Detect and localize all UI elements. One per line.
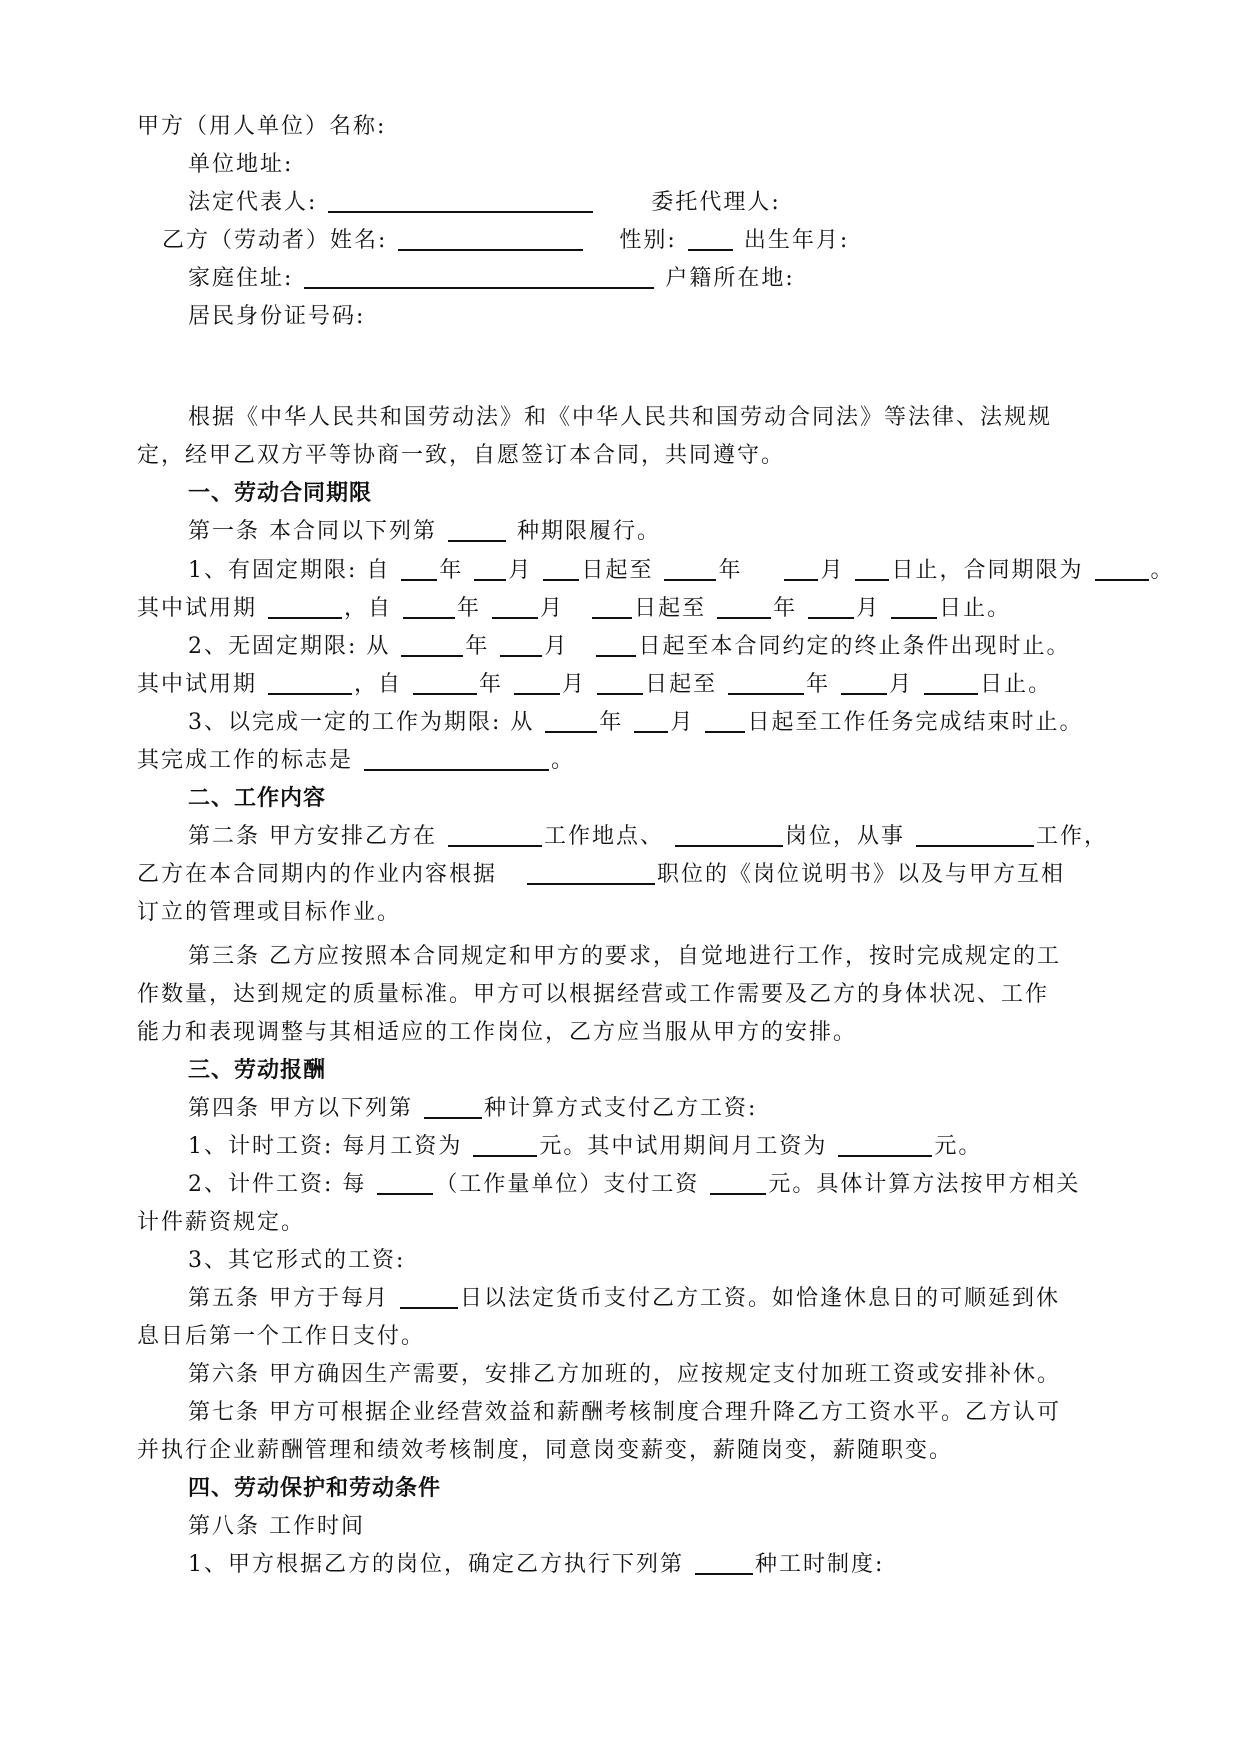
article-3-line-1 bbox=[188, 942, 1061, 972]
year-word: 年 bbox=[465, 634, 490, 659]
section-3-title bbox=[188, 1056, 326, 1086]
legal-rep-blank[interactable] bbox=[328, 189, 593, 213]
birth-label: 出生年月: bbox=[743, 228, 850, 253]
fixed-start-year-blank[interactable] bbox=[401, 557, 437, 581]
probation-end-year-blank[interactable] bbox=[717, 595, 771, 619]
probation-label: 其中试用期 bbox=[137, 672, 258, 697]
article-1-item-3-line bbox=[188, 708, 1083, 738]
article-3-line-2 bbox=[137, 980, 1049, 1010]
article-6-text: 第六条 甲方确因生产需要，安排乙方加班的，应按规定支付加班工资或安排补休。 bbox=[188, 1362, 1061, 1387]
article-4-item-2-line bbox=[188, 1170, 1080, 1200]
probation-start-year-blank[interactable] bbox=[403, 595, 455, 619]
month-word: 月 bbox=[562, 672, 587, 697]
hourly-wage-text-b: 元。其中试用期间月工资为 bbox=[539, 1134, 828, 1159]
work-unit-blank[interactable] bbox=[377, 1171, 433, 1195]
task-mark-label: 其完成工作的标志是 bbox=[137, 748, 354, 773]
probation-start-year-blank[interactable] bbox=[413, 671, 477, 695]
article-3-text-2: 作数量，达到规定的质量标准。甲方可以根据经营或工作需要及乙方的身体状况、工作 bbox=[137, 982, 1050, 1007]
article-1-blank[interactable] bbox=[448, 518, 506, 542]
from-word: 日起至 bbox=[645, 672, 718, 697]
open-start-month-blank[interactable] bbox=[500, 633, 542, 657]
agent-label: 委托代理人: bbox=[651, 190, 781, 215]
article-8-title: 第八条 工作时间 bbox=[188, 1514, 365, 1539]
month-word: 月 bbox=[670, 710, 695, 735]
article-2-text-g: 订立的管理或目标作业。 bbox=[137, 900, 402, 925]
article-4-text-b: 种计算方式支付乙方工资: bbox=[484, 1096, 758, 1121]
comma-from: ，自 bbox=[344, 596, 393, 621]
comma-from: ，自 bbox=[354, 672, 403, 697]
article-5-text-2: 息日后第一个工作日支付。 bbox=[137, 1324, 426, 1349]
fixed-term-blank[interactable] bbox=[1095, 557, 1149, 581]
pay-method-blank[interactable] bbox=[424, 1095, 482, 1119]
section-1-title-text: 一、劳动合同期限 bbox=[188, 481, 373, 506]
article-2-line-2 bbox=[137, 860, 1065, 890]
employer-address-label: 单位地址: bbox=[188, 152, 294, 177]
preamble-text-2: 定，经甲乙双方平等协商一致，自愿签订本合同，共同遵守。 bbox=[137, 443, 786, 468]
article-1-item-2-line bbox=[188, 632, 1070, 662]
post-blank[interactable] bbox=[675, 823, 783, 847]
month-word: 月 bbox=[889, 672, 914, 697]
pay-day-blank[interactable] bbox=[400, 1285, 458, 1309]
home-address-blank[interactable] bbox=[304, 265, 654, 289]
article-8-item-1-text-b: 种工时制度: bbox=[755, 1552, 885, 1577]
article-2-text-a: 第二条 甲方安排乙方在 bbox=[188, 824, 437, 849]
year-word: 年 bbox=[457, 596, 482, 621]
probation-start-month-blank[interactable] bbox=[492, 595, 538, 619]
article-5-line-1 bbox=[188, 1284, 1060, 1314]
fixed-end-day-blank[interactable] bbox=[855, 557, 889, 581]
month-word: 月 bbox=[856, 596, 881, 621]
work-hour-system-blank[interactable] bbox=[695, 1551, 753, 1575]
section-2-title bbox=[188, 784, 326, 814]
month-word: 月 bbox=[540, 596, 565, 621]
gender-label: 性别: bbox=[619, 228, 677, 253]
article-2-text-f: 职位的《岗位说明书》以及与甲方互相 bbox=[657, 862, 1066, 887]
probation-wage-blank[interactable] bbox=[838, 1133, 932, 1157]
article-1-text-a: 第一条 本合同以下列第 bbox=[188, 519, 437, 544]
piece-wage-blank[interactable] bbox=[710, 1171, 766, 1195]
open-start-year-blank[interactable] bbox=[401, 633, 463, 657]
article-2-text-c: 岗位，从事 bbox=[785, 824, 906, 849]
employee-name-label: 乙方（劳动者）姓名: bbox=[162, 228, 388, 253]
article-2-line-1 bbox=[188, 822, 1108, 852]
probation-length-blank[interactable] bbox=[268, 671, 352, 695]
month-word: 月 bbox=[544, 634, 569, 659]
article-7-text-2: 并执行企业薪酬管理和绩效考核制度，同意岗变薪变，薪随岗变，薪随职变。 bbox=[137, 1438, 954, 1463]
year-word: 年 bbox=[718, 558, 743, 583]
probation-start-day-blank[interactable] bbox=[597, 671, 643, 695]
position-blank[interactable] bbox=[527, 861, 655, 885]
from-word: 日起至 bbox=[581, 558, 654, 583]
article-3-text-3: 能力和表现调整与其相适应的工作岗位，乙方应当服从甲方的安排。 bbox=[137, 1020, 858, 1045]
probation-length-blank[interactable] bbox=[268, 595, 342, 619]
employer-address-line bbox=[188, 150, 293, 180]
article-7-text-1: 第七条 甲方可根据企业经营效益和薪酬考核制度合理升降乙方工资水平。乙方认可 bbox=[188, 1400, 1061, 1425]
employer-name-line bbox=[137, 112, 386, 142]
hukou-label: 户籍所在地: bbox=[665, 266, 795, 291]
id-label: 居民身份证号码: bbox=[188, 304, 366, 329]
item-3-end: 日起至工作任务完成结束时止。 bbox=[747, 710, 1084, 735]
article-3-text-1: 第三条 乙方应按照本合同规定和甲方的要求，自觉地进行工作，按时完成规定的工 bbox=[188, 944, 1061, 969]
monthly-wage-blank[interactable] bbox=[473, 1133, 537, 1157]
other-wage-label: 3、其它形式的工资: bbox=[188, 1248, 406, 1273]
year-word: 年 bbox=[439, 558, 464, 583]
work-type-blank[interactable] bbox=[916, 823, 1034, 847]
preamble-line-2 bbox=[137, 441, 785, 471]
article-4-item-1-line bbox=[188, 1132, 982, 1162]
article-5-text-b: 日以法定货币支付乙方工资。如恰逢休息日的可顺延到休 bbox=[460, 1286, 1061, 1311]
probation-end-month-blank[interactable] bbox=[808, 595, 854, 619]
probation-start-month-blank[interactable] bbox=[514, 671, 560, 695]
article-1-item-3-line-2 bbox=[137, 746, 575, 776]
piece-wage-label: 2、计件工资: 每 bbox=[188, 1172, 367, 1197]
end-word: 日止。 bbox=[980, 672, 1053, 697]
end-word: 日止，合同期限为 bbox=[891, 558, 1084, 583]
probation-start-day-blank[interactable] bbox=[592, 595, 632, 619]
article-4-line bbox=[188, 1094, 757, 1124]
article-1-item-1-probation-line bbox=[137, 594, 1011, 624]
article-7-line-2 bbox=[137, 1436, 953, 1466]
article-8-title-line bbox=[188, 1512, 365, 1542]
article-4-text-a: 第四条 甲方以下列第 bbox=[188, 1096, 413, 1121]
article-1-text-b: 种期限履行。 bbox=[517, 519, 662, 544]
article-6-line bbox=[188, 1360, 1061, 1390]
task-mark-blank[interactable] bbox=[364, 747, 549, 771]
gender-blank[interactable] bbox=[688, 227, 733, 251]
fixed-start-month-blank[interactable] bbox=[474, 557, 506, 581]
article-2-text-b: 工作地点、 bbox=[544, 824, 665, 849]
year-word: 年 bbox=[599, 710, 624, 735]
id-line bbox=[188, 302, 365, 332]
fixed-start-day-blank[interactable] bbox=[543, 557, 579, 581]
article-3-line-3 bbox=[137, 1018, 857, 1048]
item-3-label: 3、以完成一定的工作为期限: 从 bbox=[188, 710, 535, 735]
probation-label: 其中试用期 bbox=[137, 596, 258, 621]
home-address-label: 家庭住址: bbox=[188, 266, 294, 291]
article-1-item-1-line bbox=[188, 556, 1175, 586]
home-address-line bbox=[188, 264, 795, 294]
from-word: 日起至 bbox=[634, 596, 707, 621]
article-1-line bbox=[188, 517, 661, 547]
article-4-item-3-line bbox=[188, 1246, 405, 1276]
yuan-word: 元。 bbox=[934, 1134, 983, 1159]
article-8-item-1-text: 1、甲方根据乙方的岗位，确定乙方执行下列第 bbox=[188, 1552, 684, 1577]
section-4-title-text: 四、劳动保护和劳动条件 bbox=[188, 1476, 442, 1501]
probation-end-day-blank[interactable] bbox=[891, 595, 937, 619]
year-word: 年 bbox=[479, 672, 504, 697]
work-location-blank[interactable] bbox=[448, 823, 542, 847]
preamble-text-1: 根据《中华人民共和国劳动法》和《中华人民共和国劳动合同法》等法律、法规规 bbox=[188, 405, 1053, 430]
section-3-title-text: 三、劳动报酬 bbox=[188, 1058, 327, 1083]
section-4-title bbox=[188, 1474, 441, 1504]
article-2-line-3 bbox=[137, 898, 401, 928]
year-word: 年 bbox=[773, 596, 798, 621]
task-start-day-blank[interactable] bbox=[705, 709, 745, 733]
item-1-label: 1、有固定期限: 自 bbox=[188, 558, 391, 583]
open-start-day-blank[interactable] bbox=[596, 633, 636, 657]
section-2-title-text: 二、工作内容 bbox=[188, 786, 327, 811]
item-2-end: 日起至本合同约定的终止条件出现时止。 bbox=[638, 634, 1071, 659]
task-start-year-blank[interactable] bbox=[545, 709, 597, 733]
article-2-text-d: 工作， bbox=[1036, 824, 1109, 849]
period-mark: 。 bbox=[551, 748, 576, 773]
employee-name-line bbox=[162, 226, 849, 256]
item-2-label: 2、无固定期限: 从 bbox=[188, 634, 391, 659]
article-4-item-2-line-2 bbox=[137, 1208, 305, 1238]
employer-name-label: 甲方（用人单位）名称: bbox=[137, 114, 387, 139]
fixed-end-month-blank[interactable] bbox=[784, 557, 818, 581]
piece-wage-text-b: （工作量单位）支付工资 bbox=[435, 1172, 700, 1197]
year-word: 年 bbox=[806, 672, 831, 697]
article-8-item-1-line bbox=[188, 1550, 884, 1580]
legal-rep-label: 法定代表人: bbox=[188, 190, 318, 215]
article-5-line-2 bbox=[137, 1322, 425, 1352]
task-start-month-blank[interactable] bbox=[634, 709, 668, 733]
hourly-wage-label: 1、计时工资: 每月工资为 bbox=[188, 1134, 463, 1159]
employee-name-blank[interactable] bbox=[398, 227, 583, 251]
preamble-line-1 bbox=[188, 403, 1052, 433]
fixed-end-year-blank[interactable] bbox=[664, 557, 716, 581]
piece-wage-text-2: 计件薪资规定。 bbox=[137, 1210, 306, 1235]
piece-wage-text-c: 元。具体计算方法按甲方相关 bbox=[768, 1172, 1081, 1197]
month-word: 月 bbox=[508, 558, 533, 583]
section-1-title bbox=[188, 479, 372, 509]
probation-end-day-blank[interactable] bbox=[924, 671, 978, 695]
end-word: 日止。 bbox=[939, 596, 1012, 621]
probation-end-year-blank[interactable] bbox=[728, 671, 804, 695]
article-5-text-a: 第五条 甲方于每月 bbox=[188, 1286, 389, 1311]
article-2-text-e: 乙方在本合同期内的作业内容根据 bbox=[137, 862, 498, 887]
legal-rep-line bbox=[188, 188, 781, 218]
month-word: 月 bbox=[820, 558, 845, 583]
article-7-line-1 bbox=[188, 1398, 1061, 1428]
article-1-item-2-probation-line bbox=[137, 670, 1052, 700]
period-mark: 。 bbox=[1150, 558, 1175, 583]
probation-end-month-blank[interactable] bbox=[841, 671, 887, 695]
